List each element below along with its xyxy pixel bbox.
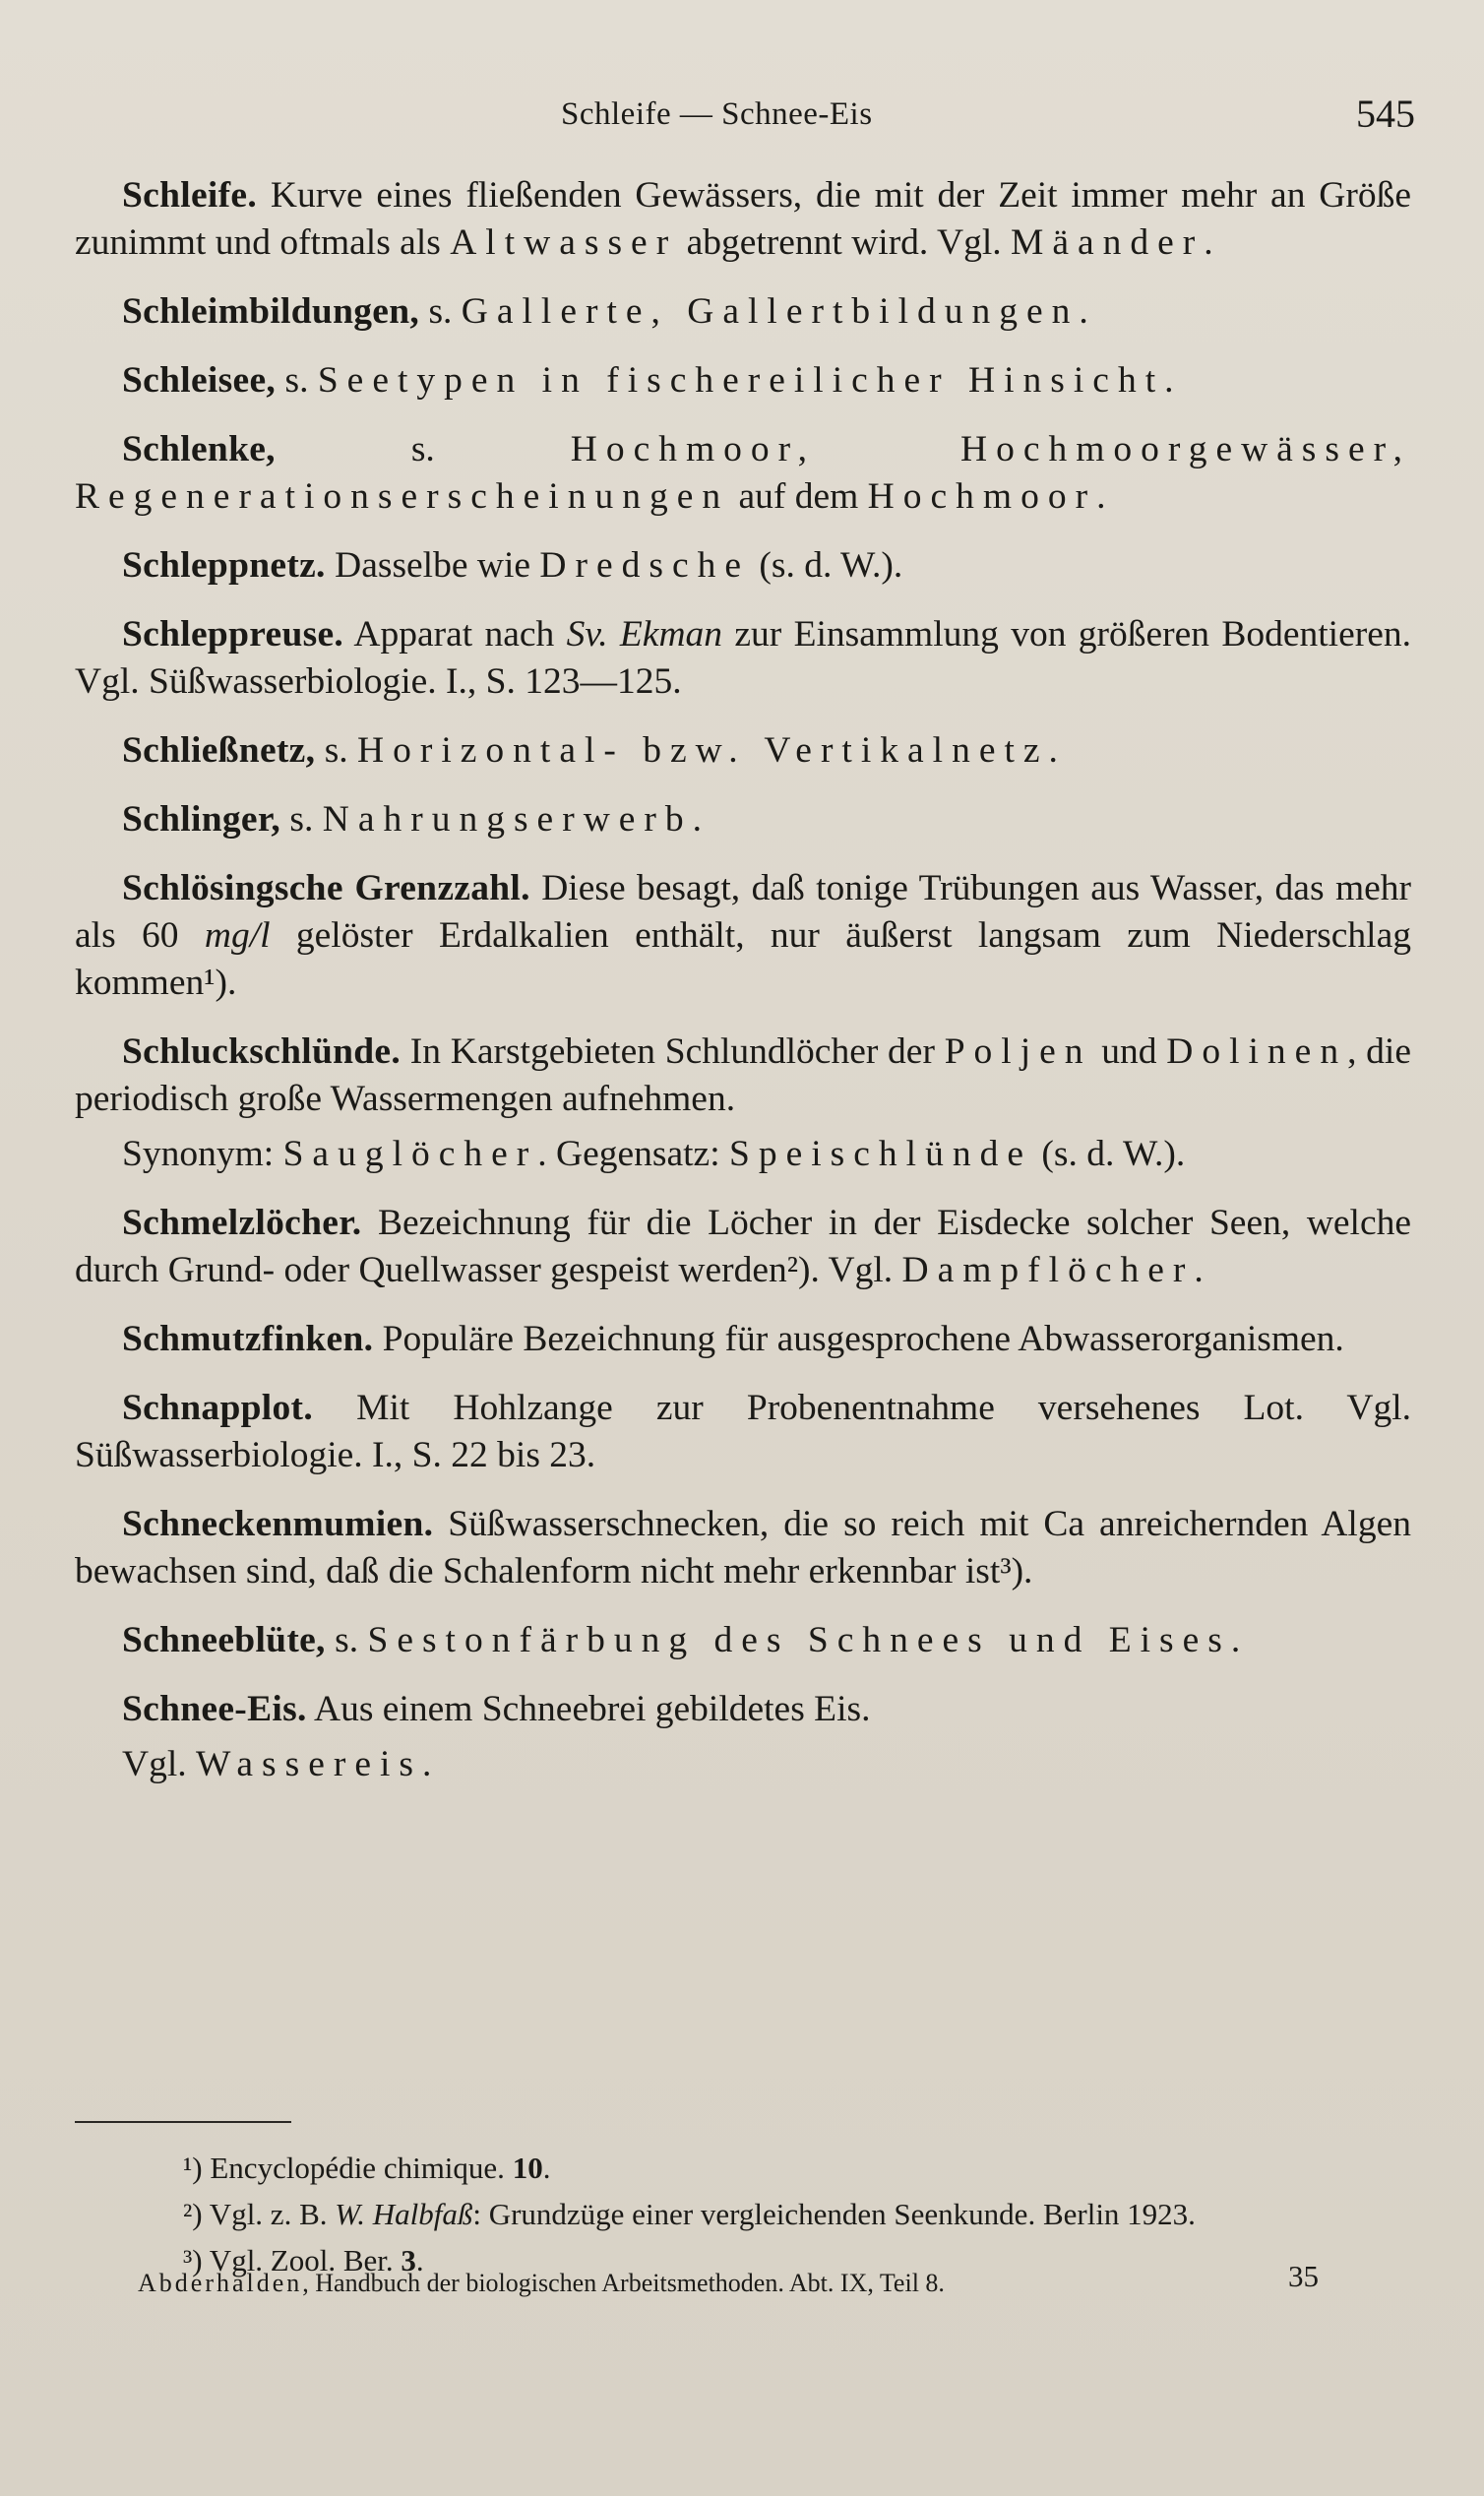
spaced-term: Hochmoor (867, 476, 1097, 517)
entry-continuation (75, 1131, 1411, 1178)
text-run: Populäre Bezeichnung für ausgesprochene Abwasserorganismen. (373, 1319, 1344, 1359)
dictionary-entry (75, 542, 1411, 590)
spaced-term: Speischlünde (729, 1134, 1032, 1174)
dictionary-entry (75, 1385, 1411, 1479)
text-run: s. (325, 1620, 368, 1660)
dictionary-entry (75, 288, 1411, 336)
text-run: . (1204, 222, 1213, 263)
text-run: auf dem (729, 476, 868, 517)
signature-mark: 35 (1288, 2259, 1319, 2293)
spaced-term: Poljen (944, 1031, 1092, 1072)
text-run: Dasselbe wie (325, 545, 540, 586)
text-run: . (1096, 476, 1106, 517)
text-run: Kurve eines fließenden Gewässers, die mit der Zeit immer mehr an Größe zunimmt und oftmals als (75, 175, 1411, 263)
spaced-term: Horizontal- bzw. Vertikalnetz (357, 730, 1049, 771)
text-run: s. (419, 291, 462, 332)
page-header (0, 91, 1484, 140)
text-run: Synonym: (122, 1134, 283, 1174)
dictionary-entry (75, 611, 1411, 706)
dictionary-entry (75, 1686, 1411, 1733)
dictionary-entry (75, 1200, 1411, 1294)
spaced-term: Nahrungserwerb (322, 799, 693, 840)
dictionary-entry (75, 357, 1411, 405)
dictionary-entry (75, 727, 1411, 775)
dictionary-entry (75, 1617, 1411, 1664)
text-run: In Karstgebieten Schlundlöcher der (401, 1031, 945, 1072)
dictionary-entry (75, 1501, 1411, 1595)
dictionary-entries (75, 172, 1411, 1810)
spaced-term: Dolinen (1166, 1031, 1348, 1072)
text-run: ¹) Encyclopédie chimique. (183, 2151, 513, 2185)
dictionary-entry (75, 796, 1411, 843)
entry-headword: Schleife. (122, 175, 258, 216)
text-run: . (692, 799, 703, 840)
spaced-term: Seetypen in fischereilicher Hinsicht (317, 360, 1165, 401)
text-run: . (1164, 360, 1174, 401)
text-run: ³) Vgl. Zool. Ber. (183, 2243, 402, 2278)
text-run: . (1048, 730, 1058, 771)
footnote (75, 2194, 1411, 2234)
entry-headword: Schlenke, (122, 429, 276, 469)
spaced-term: Sauglöcher (282, 1134, 538, 1174)
entry-headword: Schneeblüte, (122, 1620, 326, 1660)
italic-term: Sv. Ekman (566, 614, 723, 655)
entry-headword: Schnee-Eis. (122, 1689, 307, 1729)
text-run: s. (275, 429, 571, 469)
text-run: : Grundzüge einer vergleichenden Seenkunde. Berlin 1923. (472, 2197, 1196, 2231)
entry-headword: Schlösingsche Grenzzahl. (122, 868, 530, 908)
text-run: . (1079, 291, 1088, 332)
text-run: . (415, 2243, 424, 2278)
entry-headword: Schnapplot. (122, 1388, 314, 1428)
spaced-term: Sestonfärbung des Schnees und Eises (367, 1620, 1231, 1660)
text-run: Aus einem Schneebrei gebildetes Eis. (306, 1689, 871, 1729)
text-run: , die periodisch große Wassermengen aufnehmen. (75, 1031, 1411, 1119)
text-run: . (542, 2151, 551, 2185)
entry-headword: Schlinger, (122, 799, 281, 840)
text-run: . (1194, 1250, 1204, 1290)
dictionary-entry (75, 172, 1411, 267)
text-run: Vgl. (122, 1744, 196, 1784)
entry-headword: Schließnetz, (122, 730, 316, 771)
spaced-term: Gallerte, Gallertbildungen (461, 291, 1080, 332)
text-run: Bezeichnung für die Löcher in der Eisdecke solcher Seen, welche durch Grund- oder Quellwasser gespeist werden²). Vgl. (75, 1203, 1411, 1290)
text-run: ²) Vgl. z. B. (183, 2197, 336, 2231)
entry-headword: Schleisee, (122, 360, 277, 401)
spaced-term: Hochmoor, Hochmoorgewässer, Regenerationserscheinungen (75, 429, 1412, 517)
text-run: Diese besagt, daß tonige Trübungen aus Wasser, das mehr als 60 (75, 868, 1411, 956)
footnote-rule (75, 2121, 291, 2123)
text-run: zur Einsammlung von größeren Bodentieren. Vgl. Süßwasserbiologie. I., S. 123—125. (75, 614, 1412, 702)
italic-term: mg/l (204, 915, 271, 956)
running-head: Schleife — Schnee-Eis (561, 96, 873, 132)
spaced-term: Dredsche (539, 545, 750, 586)
spaced-term: Dampflöcher (901, 1250, 1195, 1290)
text-run: abgetrennt wird. Vgl. (677, 222, 1012, 263)
entry-headword: Schluckschlünde. (122, 1031, 402, 1072)
text-run: s. (315, 730, 358, 771)
text-run: . Gegensatz: (537, 1134, 729, 1174)
entry-headword: Schmelzlöcher. (122, 1203, 362, 1243)
dictionary-entry (75, 1316, 1411, 1363)
page-number: 545 (1356, 92, 1415, 136)
text-run: s. (280, 799, 323, 840)
text-run: s. (276, 360, 318, 401)
italic-term: W. Halbfaß (335, 2197, 473, 2231)
footer-citation (138, 2269, 945, 2298)
footnotes (75, 2148, 1411, 2286)
entry-headword: Schleimbildungen, (122, 291, 420, 332)
entry-headword: Schleppreuse. (122, 614, 344, 655)
footnote (75, 2148, 1411, 2188)
text-run: Apparat nach (343, 614, 567, 655)
spaced-term: Altwasser (450, 222, 678, 263)
bold-term: 3 (401, 2243, 416, 2278)
text-run: Mit Hohlzange zur Probenentnahme versehenes Lot. Vgl. Süßwasserbiologie. I., S. 22 bis 23. (75, 1388, 1411, 1475)
footer-author: Abderhalden (138, 2269, 303, 2297)
text-run: . (1230, 1620, 1241, 1660)
text-run: . (422, 1744, 432, 1784)
text-run: gelöster Erdalkalien enthält, nur äußerst langsam zum Niederschlag kommen¹). (75, 915, 1411, 1003)
entry-headword: Schmutzfinken. (122, 1319, 374, 1359)
spaced-term: Wassereis (196, 1744, 423, 1784)
text-run: und (1091, 1031, 1167, 1072)
footer-text: , Handbuch der biologischen Arbeitsmethoden. Abt. IX, Teil 8. (302, 2269, 945, 2297)
text-run: Süßwasserschnecken, die so reich mit Ca anreichernden Algen bewachsen sind, daß die Schalenform nicht mehr erkennbar ist³). (75, 1504, 1411, 1591)
text-run: (s. d. W.). (1031, 1134, 1186, 1174)
dictionary-entry (75, 865, 1411, 1007)
dictionary-entry (75, 1029, 1411, 1123)
entry-headword: Schleppnetz. (122, 545, 326, 586)
bold-term: 10 (512, 2151, 543, 2185)
dictionary-entry (75, 426, 1411, 521)
spaced-term: Mäander (1011, 222, 1205, 263)
entry-continuation (75, 1741, 1411, 1788)
entry-headword: Schneckenmumien. (122, 1504, 434, 1544)
text-run: (s. d. W.). (750, 545, 903, 586)
